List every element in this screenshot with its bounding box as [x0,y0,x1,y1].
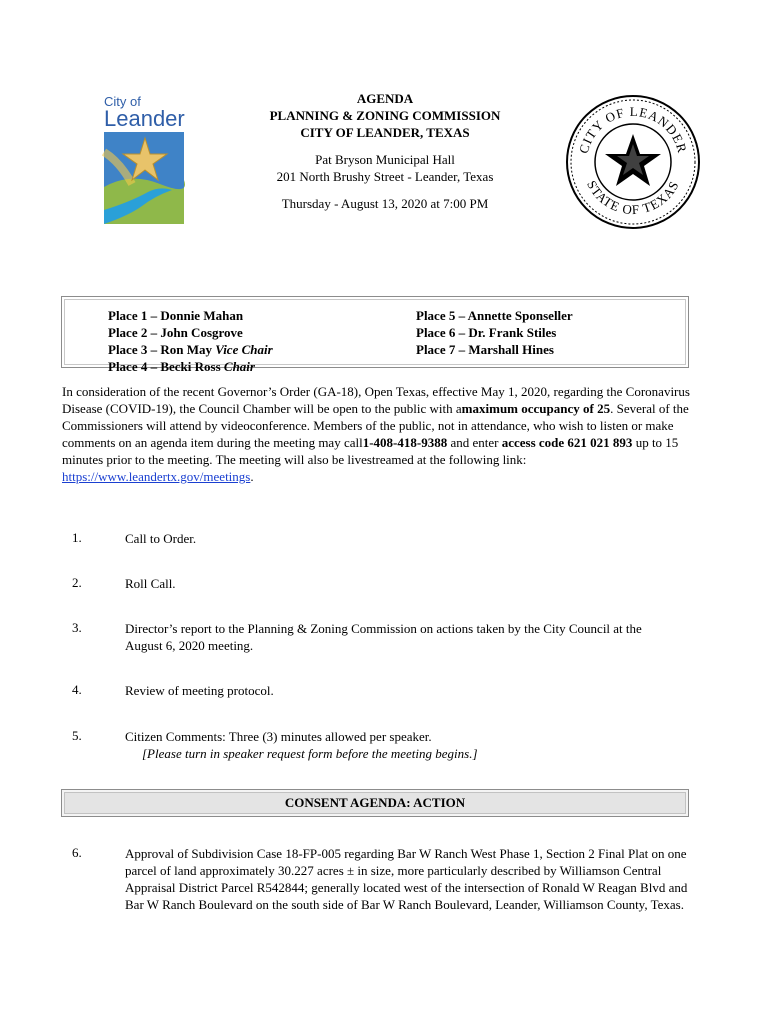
city-name: CITY OF LEANDER, TEXAS [300,125,470,140]
member-place-7: Place 7 – Marshall Hines [416,342,554,357]
logo-text-city-of: City of [104,94,141,109]
agenda-header [200,90,570,212]
member-place-1: Place 1 – Donnie Mahan [108,308,244,323]
dial-in-phone: 1-408-418-9388 [362,435,448,450]
city-logo [100,92,190,227]
agenda-title: AGENDA [356,91,414,106]
item-number: 1. [72,530,82,545]
member-role-chair: Chair [223,359,255,374]
agenda-item-directors-report: Director’s report to the Planning & Zoning Commission on actions taken by the City Council at the August 6, 2020 meeting. [125,621,642,653]
consent-agenda-heading: CONSENT AGENDA: ACTION [61,789,689,817]
agenda-item-subdivision-case: Approval of Subdivision Case 18-FP-005 regarding Bar W Ranch West Phase 1, Section 2 Final Plat on one parcel of land approximately 30.227 acres ± in size, more particularly described by Williamson Central Appraisal District Parcel R542844; generally located west of the intersection of Ronald W Reagan Blvd and Bar W Ranch Boulevard on the south side of Bar W Ranch Boulevard, Leander, Williamson County, Texas. [125,846,688,912]
item-number: 4. [72,682,82,697]
citizen-comments-text: Citizen Comments: Three (3) minutes allowed per speaker. [125,729,432,744]
commission-name: PLANNING & ZONING COMMISSION [269,108,501,123]
agenda-item-citizen-comments [125,728,705,762]
item-number: 6. [72,845,82,860]
meeting-datetime: Thursday - August 13, 2020 at 7:00 PM [281,196,489,211]
seal-bottom-text: STATE OF TEXAS [584,177,682,218]
address: 201 North Brushy Street - Leander, Texas [276,169,494,184]
commission-members-box [61,296,689,374]
member-place-5: Place 5 – Annette Sponseller [416,308,573,323]
item-number: 3. [72,620,82,635]
venue: Pat Bryson Municipal Hall [315,152,455,167]
agenda-item-call-to-order: Call to Order. [125,531,197,546]
member-place-3: Place 3 – Ron May Vice Chair [108,342,273,357]
member-place-2: Place 2 – John Cosgrove [108,325,243,340]
item-number: 2. [72,575,82,590]
city-seal [563,92,703,232]
max-occupancy: maximum occupancy of 25 [461,401,611,416]
covid-notice-paragraph: In consideration of the recent Governor’s Order (GA-18), Open Texas, effective May 1, 2020, regarding the Coronavirus Disease (COVID-19), the Council Chamber will be open to the public with amaximum occupancy of 25. Several of the Commissioners will attend by videoconference. Members of the public, not in attendance, who wish to listen or make comments on an agenda item during the meeting may call1-408-418-9388 and enter access code 621 021 893 up to 15 minutes prior to the meeting. The meeting will also be livestreamed at the following link: https://www.leandertx.gov/meetings. [62,384,690,484]
member-role-vice-chair: Vice Chair [215,342,273,357]
livestream-link[interactable]: https://www.leandertx.gov/meetings [62,469,251,484]
logo-text-leander: Leander [104,106,185,131]
access-code: access code 621 021 893 [501,435,633,450]
member-place-4: Place 4 – Becki Ross Chair [108,359,255,374]
member-place-6: Place 6 – Dr. Frank Stiles [416,325,557,340]
speaker-request-note: [Please turn in speaker request form before the meeting begins.] [142,746,478,761]
item-number: 5. [72,728,82,743]
seal-top-text: CITY OF LEANDER [575,103,691,156]
agenda-item-roll-call: Roll Call. [125,576,176,591]
agenda-item-meeting-protocol: Review of meeting protocol. [125,683,274,698]
